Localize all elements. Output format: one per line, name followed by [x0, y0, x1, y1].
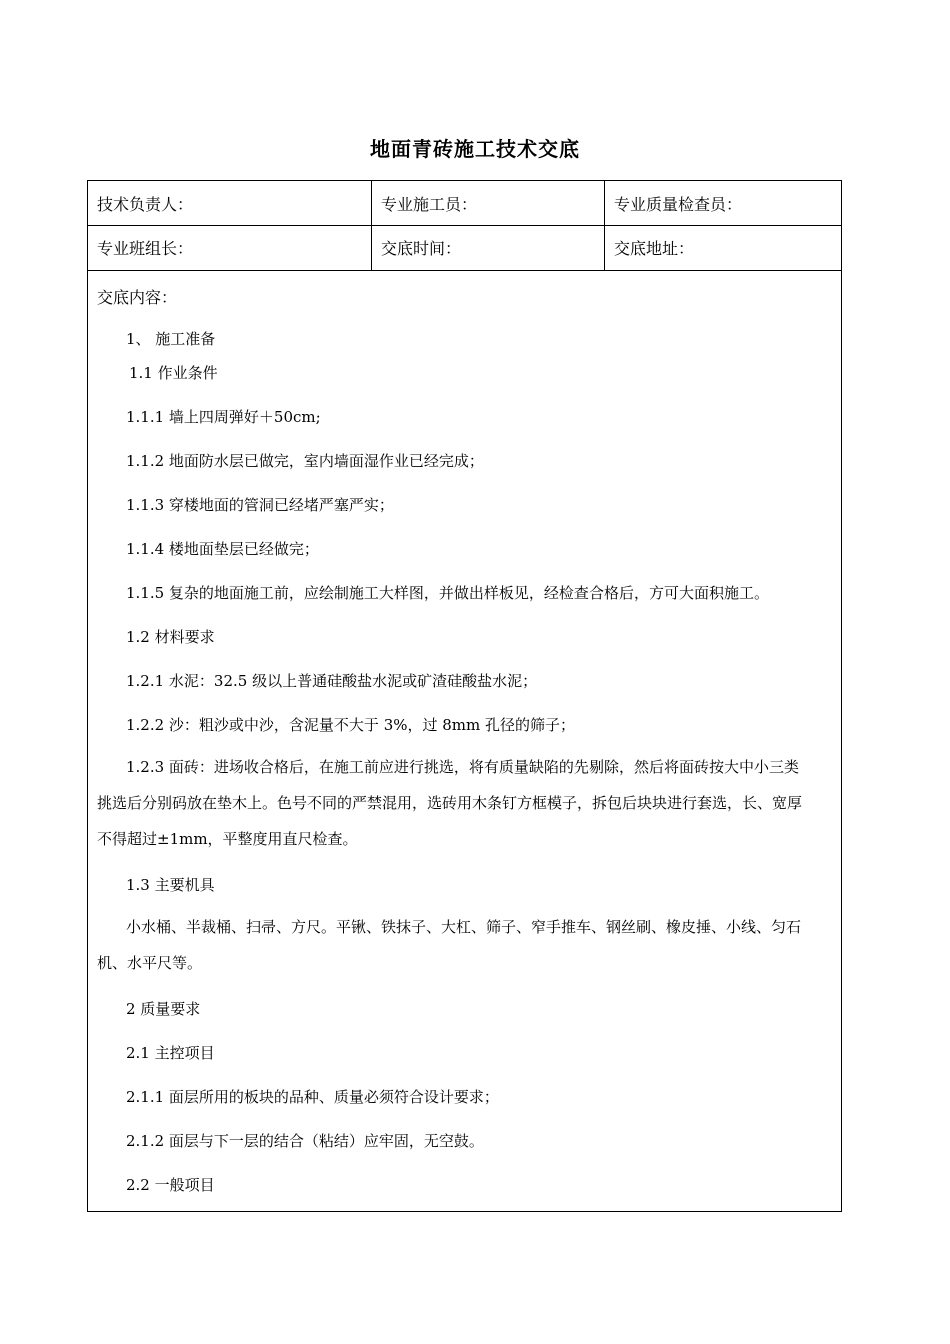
header-row-1 — [88, 181, 841, 226]
subsection-heading: 2.2 一般项目 — [126, 1176, 215, 1194]
list-item: 1.2.2 沙：粗沙或中沙，含泥量不大于 3%，过 8mm 孔径的筛子； — [126, 716, 576, 734]
tech-lead-cell: 技术负责人： — [88, 181, 372, 225]
list-item: 1.1.4 楼地面垫层已经做完； — [126, 540, 319, 558]
quality-inspector-cell: 专业质量检查员： — [614, 194, 743, 214]
list-item: 1.1.5 复杂的地面施工前，应绘制施工大样图，并做出样板见，经检查合格后，方可大面积施工。 — [126, 584, 769, 602]
paragraph: 小水桶、半裁桶、扫帚、方尺。平锹、铁抹子、大杠、筛子、窄手推车、钢丝刷、橡皮捶、小线、匀石机、水平尺等。 — [97, 918, 802, 972]
briefing-location-cell: 交底地址： — [614, 239, 695, 258]
briefing-table — [87, 180, 842, 1212]
briefing-time-cell: 交底时间： — [372, 225, 605, 270]
subsection-heading: 1.3 主要机具 — [126, 876, 215, 894]
subsection-heading: 1.1 作业条件 — [129, 364, 218, 382]
list-item: 1.1.2 地面防水层已做完，室内墙面湿作业已经完成； — [126, 452, 484, 470]
list-item: 1.1.3 穿楼地面的管洞已经堵严塞严实； — [126, 496, 394, 514]
paragraph: 1.2.3 面砖：进场收合格后，在施工前应进行挑选，将有质量缺陷的先剔除，然后将面砖按大中小三类挑选后分别码放在垫木上。色号不同的严禁混用，选砖用木条钉方框模子，拆包后块块进行套选，长、宽厚不得超过±1mm，平整度用直尺检查。 — [97, 758, 803, 848]
document-title: 地面青砖施工技术交底 — [370, 137, 580, 161]
list-item: 2.1.1 面层所用的板块的品种、质量必须符合设计要求； — [126, 1088, 499, 1106]
header-row-2 — [88, 225, 841, 271]
section-heading: 2 质量要求 — [126, 1000, 201, 1018]
section-heading: 1、 施工准备 — [126, 330, 216, 348]
list-item: 2.1.2 面层与下一层的结合（粘结）应牢固，无空鼓。 — [126, 1132, 484, 1150]
list-item: 1.2.1 水泥：32.5 级以上普通硅酸盐水泥或矿渣硅酸盐水泥； — [126, 672, 538, 690]
construction-staff-cell: 专业施工员： — [372, 181, 605, 225]
subsection-heading: 1.2 材料要求 — [126, 628, 215, 646]
content-label: 交底内容： — [97, 288, 178, 307]
team-leader-cell: 专业班组长： — [88, 225, 372, 270]
subsection-heading: 2.1 主控项目 — [126, 1044, 215, 1062]
list-item: 1.1.1 墙上四周弹好＋50cm; — [126, 408, 321, 426]
